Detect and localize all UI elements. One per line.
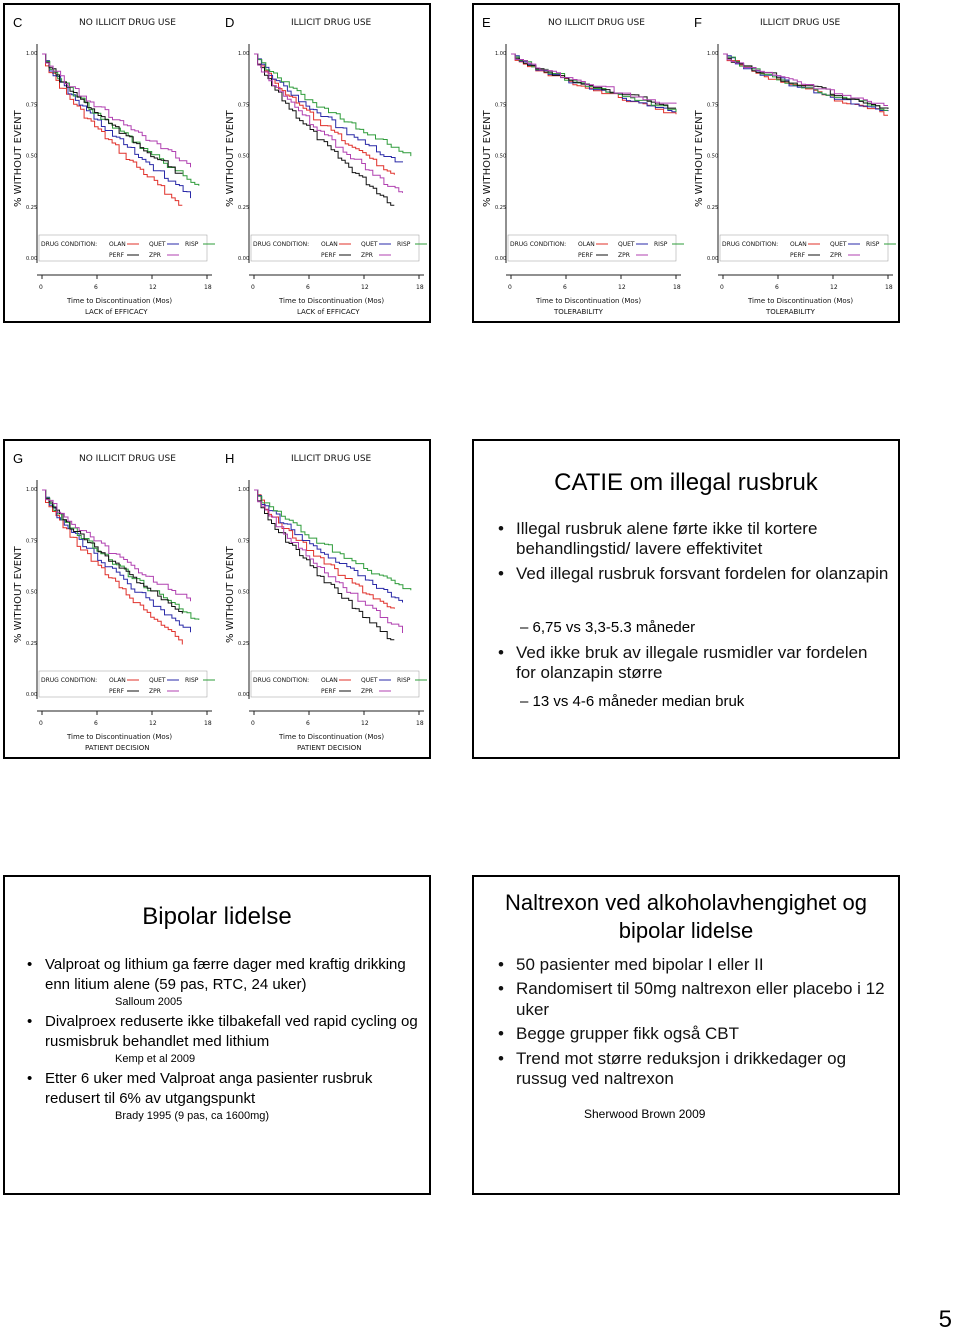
y-axis-label: % WITHOUT EVENT [225,110,236,207]
panel-heading: NO ILLICIT DRUG USE [548,18,645,28]
legend-title: DRUG CONDITION: [253,677,310,684]
panel-subtitle: LACK of EFFICACY [85,308,148,316]
y-tick-label: 1.00 [26,51,38,57]
y-tick-label: 0.00 [26,692,38,698]
legend-label: OLAN [578,241,595,248]
km-series-line [254,54,394,175]
y-tick-label: 0.25 [26,204,38,211]
legend-title: DRUG CONDITION: [253,241,310,248]
legend-label: QUET [361,241,378,248]
x-tick-label: 6 [563,284,567,291]
y-tick-label: 0.75 [26,102,38,109]
bullet-list [496,643,891,684]
y-tick-label: 0.75 [26,538,38,545]
reference-text: Brady 1995 (9 pas, ca 1600mg) [115,1110,270,1122]
legend-title: DRUG CONDITION: [41,677,98,684]
legend-label: PERF [578,252,594,259]
panel-subtitle: PATIENT DECISION [85,744,150,752]
km-series-line [254,490,411,590]
y-tick-label: 0.75 [495,102,507,109]
y-tick-label: 0.75 [238,538,250,545]
y-axis-label: % WITHOUT EVENT [482,110,493,207]
x-tick-label: 12 [361,284,369,291]
km-series-line [42,54,191,167]
y-tick-label: 0.75 [707,102,719,109]
bullet-item: • Ved illegal rusbruk forsvant fordelen for olanzapin [496,564,891,584]
x-tick-label: 12 [149,720,157,727]
x-tick-label: 12 [618,284,626,291]
x-tick-label: 18 [885,284,893,291]
legend-label: ZPR [361,688,373,695]
y-tick-label: 0.50 [238,589,250,596]
legend-label: RISP [185,677,199,684]
km-panel-c [7,7,217,322]
panel-subtitle: TOLERABILITY [554,308,603,316]
x-axis-label: Time to Discontinuation (Mos) [67,297,173,305]
legend-label: QUET [830,241,847,248]
km-series-line [42,490,191,601]
km-panel-f [688,7,898,322]
slide-km-patient-decision [3,439,431,759]
slide-bipolar [3,875,431,1195]
km-series-line [254,54,411,156]
y-tick-label: 0.25 [707,204,719,211]
x-tick-label: 6 [94,284,98,291]
x-tick-label: 6 [306,284,310,291]
panel-subtitle: PATIENT DECISION [297,744,362,752]
y-tick-label: 1.00 [707,51,719,57]
y-tick-label: 0.50 [707,153,719,160]
x-tick-label: 0 [251,720,255,727]
bullet-item: • 50 pasienter med bipolar I eller II [496,955,886,975]
km-panel-g [7,443,217,758]
km-series-line [42,490,191,632]
x-tick-label: 6 [775,284,779,291]
legend-label: PERF [790,252,806,259]
km-series-line [254,490,403,603]
km-panel-d [219,7,429,322]
y-axis-label: % WITHOUT EVENT [694,110,705,207]
legend-label: RISP [397,241,411,248]
y-tick-label: 0.25 [238,640,250,647]
legend-label: PERF [321,252,337,259]
legend-label: OLAN [321,241,338,248]
y-tick-label: 0.00 [238,692,250,698]
x-tick-label: 0 [720,284,724,291]
x-axis-label: Time to Discontinuation (Mos) [279,733,385,741]
bullet-item: • Divalproex reduserte ikke tilbakefall ved rapid cycling og rusmisbruk behandlet med lithium [27,1013,418,1050]
y-tick-label: 0.50 [495,153,507,160]
slide-title: CATIE om illegal rusbruk [554,469,818,496]
legend-label: RISP [185,241,199,248]
slide-naltrexon [472,875,900,1195]
panel-heading: ILLICIT DRUG USE [291,454,372,464]
y-tick-label: 0.00 [26,256,38,262]
bullet-item: • Valproat og lithium ga færre dager med kraftig drikking enn litium alene (59 pas, RTC, 24 uker) [27,956,406,993]
legend-label: PERF [321,688,337,695]
bipolar-content [25,955,420,1126]
panel-subtitle: LACK of EFFICACY [297,308,360,316]
km-panel-h [219,443,429,758]
y-tick-label: 1.00 [238,487,250,493]
slide-km-efficacy [3,3,431,323]
bullet-item: • Begge grupper fikk også CBT [496,1024,886,1044]
legend-label: OLAN [109,677,126,684]
y-tick-label: 0.25 [495,204,507,211]
x-tick-label: 0 [39,720,43,727]
legend-label: ZPR [149,252,161,259]
legend-label: ZPR [618,252,630,259]
legend-label: QUET [361,677,378,684]
y-tick-label: 0.50 [26,153,38,160]
y-tick-label: 1.00 [495,51,507,57]
km-series-line [42,490,182,614]
y-tick-label: 0.00 [495,256,507,262]
bullet-item: • Randomisert til 50mg naltrexon eller placebo i 12 uker [496,979,886,1020]
panel-heading: ILLICIT DRUG USE [291,18,372,28]
reference-text: Salloum 2005 [115,996,183,1008]
bullet-item: • Illegal rusbruk alene førte ikke til kortere behandlingstid/ lavere effektivitet [496,519,891,560]
legend-label: QUET [149,241,166,248]
y-tick-label: 0.25 [26,640,38,647]
page-number: 5 [938,1306,952,1333]
legend-label: OLAN [790,241,807,248]
y-axis-label: % WITHOUT EVENT [13,110,24,207]
reference-text: Sherwood Brown 2009 [584,1107,706,1121]
reference-text: Kemp et al 2009 [115,1053,196,1065]
slide-km-tolerability [472,3,900,323]
x-axis-label: Time to Discontinuation (Mos) [279,297,385,305]
x-tick-label: 6 [306,720,310,727]
panel-letter: F [694,15,702,30]
km-series-line [723,54,888,106]
bullet-list [496,955,886,1089]
km-series-line [254,490,394,640]
km-panel-e [476,7,686,322]
y-axis-label: % WITHOUT EVENT [13,546,24,643]
panel-heading: ILLICIT DRUG USE [760,18,841,28]
y-tick-label: 0.25 [238,204,250,211]
x-tick-label: 6 [94,720,98,727]
bullet-list [496,519,891,584]
legend-label: PERF [109,688,125,695]
panel-letter: D [225,15,235,30]
km-series-line [511,54,676,104]
x-axis-label: Time to Discontinuation (Mos) [67,733,173,741]
x-tick-label: 18 [416,284,424,291]
legend-label: QUET [149,677,166,684]
panel-letter: H [225,451,235,466]
km-series-line [254,54,403,193]
panel-letter: E [482,15,491,30]
legend-label: QUET [618,241,635,248]
km-series-line [254,490,394,609]
y-tick-label: 1.00 [238,51,250,57]
y-tick-label: 1.00 [26,487,38,493]
x-tick-label: 12 [830,284,838,291]
km-series-line [42,54,182,174]
x-tick-label: 0 [39,284,43,291]
legend-label: ZPR [149,688,161,695]
x-tick-label: 0 [251,284,255,291]
legend-label: RISP [397,677,411,684]
y-tick-label: 0.50 [26,589,38,596]
x-tick-label: 12 [149,284,157,291]
km-series-line [42,54,182,205]
y-tick-label: 0.00 [707,256,719,262]
bullet-item: • Ved ikke bruk av illegale rusmidler var fordelen for olanzapin større [496,643,891,684]
slide-title: Bipolar lidelse [142,903,292,930]
y-tick-label: 0.00 [238,256,250,262]
sub-bullet: – 13 vs 4-6 måneder median bruk [520,693,745,710]
panel-heading: NO ILLICIT DRUG USE [79,454,176,464]
legend-title: DRUG CONDITION: [510,241,567,248]
panel-letter: C [13,15,23,30]
x-tick-label: 18 [204,284,212,291]
x-axis-label: Time to Discontinuation (Mos) [536,297,642,305]
panel-subtitle: TOLERABILITY [766,308,815,316]
legend-label: ZPR [361,252,373,259]
x-tick-label: 18 [416,720,424,727]
sub-bullet: – 6,75 vs 3,3-5.3 måneder [520,619,696,636]
legend-label: OLAN [109,241,126,248]
y-axis-label: % WITHOUT EVENT [225,546,236,643]
legend-label: OLAN [321,677,338,684]
legend-label: ZPR [830,252,842,259]
y-tick-label: 0.50 [238,153,250,160]
legend-label: RISP [654,241,668,248]
x-axis-label: Time to Discontinuation (Mos) [748,297,854,305]
panel-letter: G [13,451,24,466]
legend-title: DRUG CONDITION: [41,241,98,248]
bullet-item: • Trend mot større reduksjon i drikkedager og russug ved naltrexon [496,1049,886,1090]
panel-heading: NO ILLICIT DRUG USE [79,18,176,28]
legend-label: PERF [109,252,125,259]
x-tick-label: 0 [508,284,512,291]
km-series-line [254,54,394,205]
bullet-item: • Etter 6 uker med Valproat anga pasienter rusbruk redusert til 6% av utgangspunkt [27,1070,373,1107]
legend-title: DRUG CONDITION: [722,241,779,248]
y-tick-label: 0.75 [238,102,250,109]
slide-title: Naltrexon ved alkoholavhengighet og bipolar lidelse [504,890,868,944]
x-tick-label: 18 [673,284,681,291]
x-tick-label: 18 [204,720,212,727]
x-tick-label: 12 [361,720,369,727]
legend-label: RISP [866,241,880,248]
km-series-line [511,54,676,112]
slide-catie [472,439,900,759]
